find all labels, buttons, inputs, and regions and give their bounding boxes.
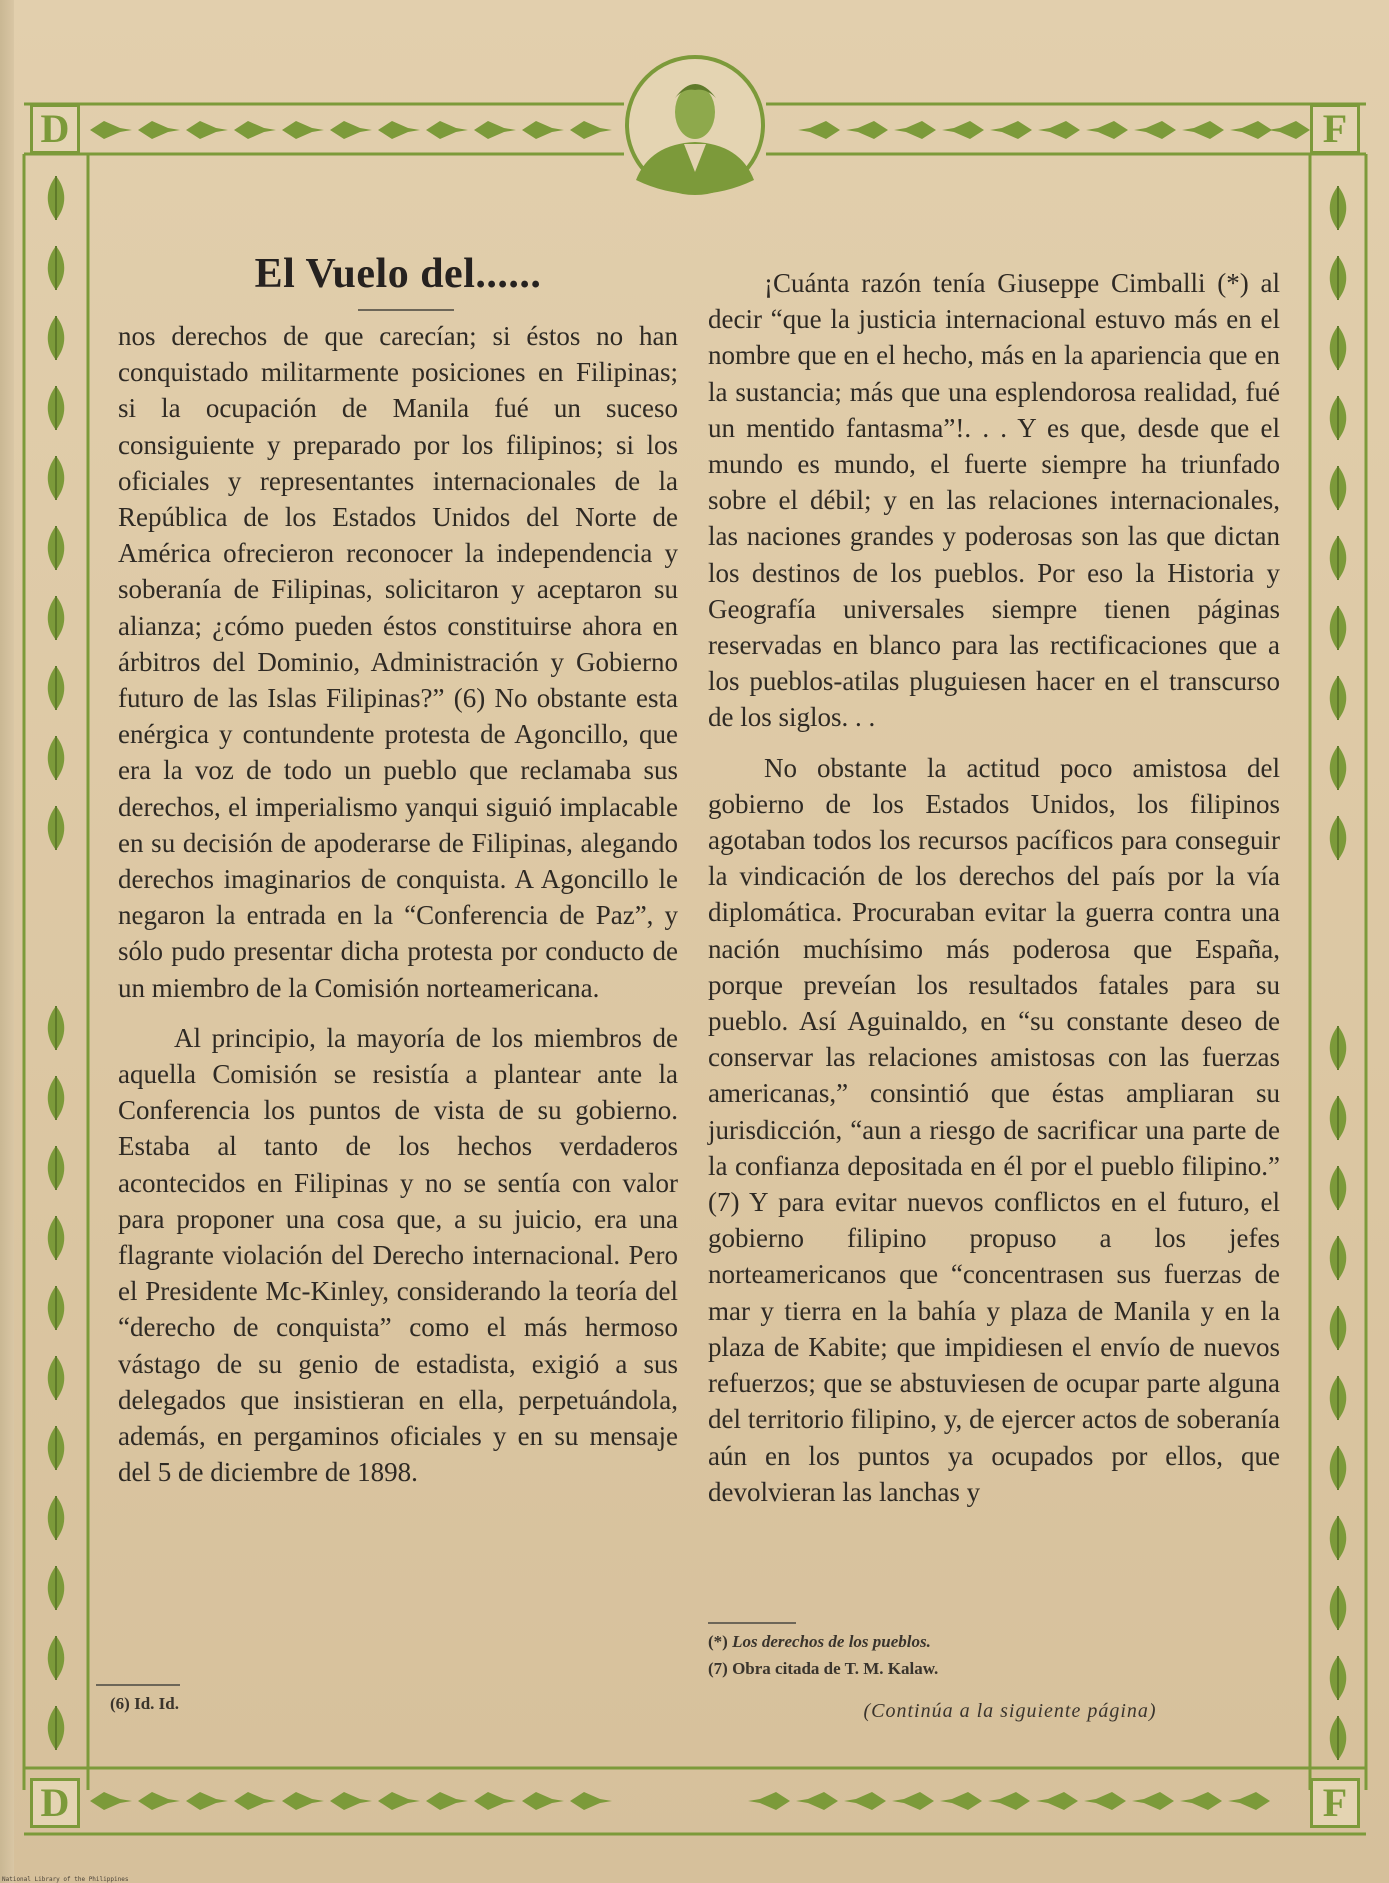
footnote-mark: (7): [708, 1659, 728, 1678]
footnote-mark: (*): [708, 1632, 728, 1651]
corner-letter-bottom-left: D: [30, 1778, 80, 1828]
left-vertical-leaf-column: [48, 176, 65, 1750]
top-left-leaf-band: [90, 121, 612, 139]
bottom-left-leaf-band: [90, 1792, 612, 1810]
portrait-medallion-icon: [627, 57, 763, 194]
footnote-7: [708, 1655, 938, 1682]
footnote-text: Obra citada de T. M. Kalaw.: [732, 1659, 939, 1678]
right-footnote-rule: [708, 1622, 796, 1624]
right-footnotes: [708, 1628, 938, 1682]
continuation-note: (Continúa a la siguiente página): [863, 1700, 1157, 1722]
left-footnote: [110, 1690, 179, 1717]
left-footnote-rule: [96, 1684, 180, 1686]
footnote-mark: (6): [110, 1694, 130, 1713]
footnote-text: Id. Id.: [134, 1694, 179, 1713]
corner-letter-top-right: F: [1310, 104, 1360, 154]
bottom-right-leaf-band: [748, 1792, 1270, 1810]
top-right-leaf-band: [798, 121, 1310, 139]
right-paragraph-2: No obstante la actitud poco amistosa del gobierno de los Estados Unidos, los filipinos agotaban todos los recursos pacíficos para conseguir la vindicación de los derechos del país por la vía diplomática. Procuraban evitar la guerra contra una nación muchísimo más poderosa que España, porque preveían los resultados fatales para su pueblo. Así Aguinaldo, en “su constante deseo de conservar las relaciones amistosas con las fuerzas americanas,” consintió que éstas ampliaran su jurisdicción, “aun a riesgo de sacrificar una parte de la confianza depositada en él por el pueblo filipino.” (7) Y para evitar nuevos conflictos en el futuro, el gobierno filipino propuso a los jefes norteamericanos que “concentrasen sus fuerzas de mar y tierra en la bahía y plaza de Manila y en la plaza de Kabite; que impidiesen el envío de nuevos refuerzos; que se abstuviesen de ocupar parte alguna del territorio filipino, y, de ejercer actos de soberanía aún en los puntos ya ocupados por ellos, que devolvieran las lanchas y: [708, 752, 1280, 1507]
left-paragraph-2: Al principio, la mayoría de los miembros de aquella Comisión se resistía a plantear ante la Conferencia los puntos de vista de su gobierno. Estaba al tanto de los hechos verdaderos acontecidos en Filipinas y no se sentía con valor para proponer una cosa que, a su juicio, era una flagrante violación del Derecho internacional. Pero el Presidente Mc-Kinley, considerando la teoría del “derecho de conquista” como el más hermoso vástago de su genio de estadista, exigió a sus delegados que insistieran en ella, perpetuándola, además, en pergaminos oficiales y en su mensaje del 5 de diciembre de 1898.: [118, 1022, 678, 1488]
title-underline: [358, 309, 454, 311]
right-paragraph-1: ¡Cuánta razón tenía Giuseppe Cimballi (*) al decir “que la justicia internacional estuvo más en el nombre que en el hecho, más en la apariencia que en la sustancia; más que una esplendorosa realidad, fué un mentido fantasma”!. . . Y es que, desde que el mundo es mundo, el fuerte siempre ha triunfado sobre el débil; y en las relaciones internacionales, las naciones grandes y poderosas son las que dictan los destinos de los pueblos. Por eso la Historia y Geografía universales siempre tienen páginas reservadas en blanco para las rectificaciones que a los pueblos-atilas pluguiesen hacer en el transcurso de los siglos. . .: [708, 268, 1280, 733]
footnote-text: Los derechos de los pueblos.: [732, 1632, 931, 1651]
scan-credit: National Library of the Philippines: [2, 1876, 129, 1883]
right-column: [708, 265, 1280, 1510]
footnote-star: [708, 1628, 938, 1655]
left-paragraph-1: nos derechos de que carecían; si éstos no han conquistado militarmente posiciones en Filipinas; si la ocupación de Manila fué un suceso consiguiente y preparado por los filipinos; si los oficiales y representantes internacionales de la República de los Estados Unidos del Norte de América ofrecieron reconocer la independencia y soberanía de Filipinas, solicitaron y aceptaron su alianza; ¿cómo pueden éstos constituirse ahora en árbitros del Dominio, Administración y Gobierno futuro de las Islas Filipinas?” (6) No obstante esta enérgica y contundente protesta de Agoncillo, que era la voz de todo un pueblo que reclamaba sus derechos, el imperialismo yanqui siguió implacable en su decisión de apoderarse de Filipinas, alegando derechos imaginarios de conquista. A Agoncillo le negaron la entrada en la “Conferencia de Paz”, y sólo pudo presentar dicha protesta por conducto de un miembro de la Comisión norteamericana.: [118, 321, 678, 1003]
corner-letter-bottom-right: F: [1310, 1778, 1360, 1828]
left-column: [118, 318, 678, 1491]
article-title: El Vuelo del......: [254, 251, 542, 297]
right-vertical-leaf-column: [1330, 186, 1347, 1760]
corner-letter-top-left: D: [30, 104, 80, 154]
